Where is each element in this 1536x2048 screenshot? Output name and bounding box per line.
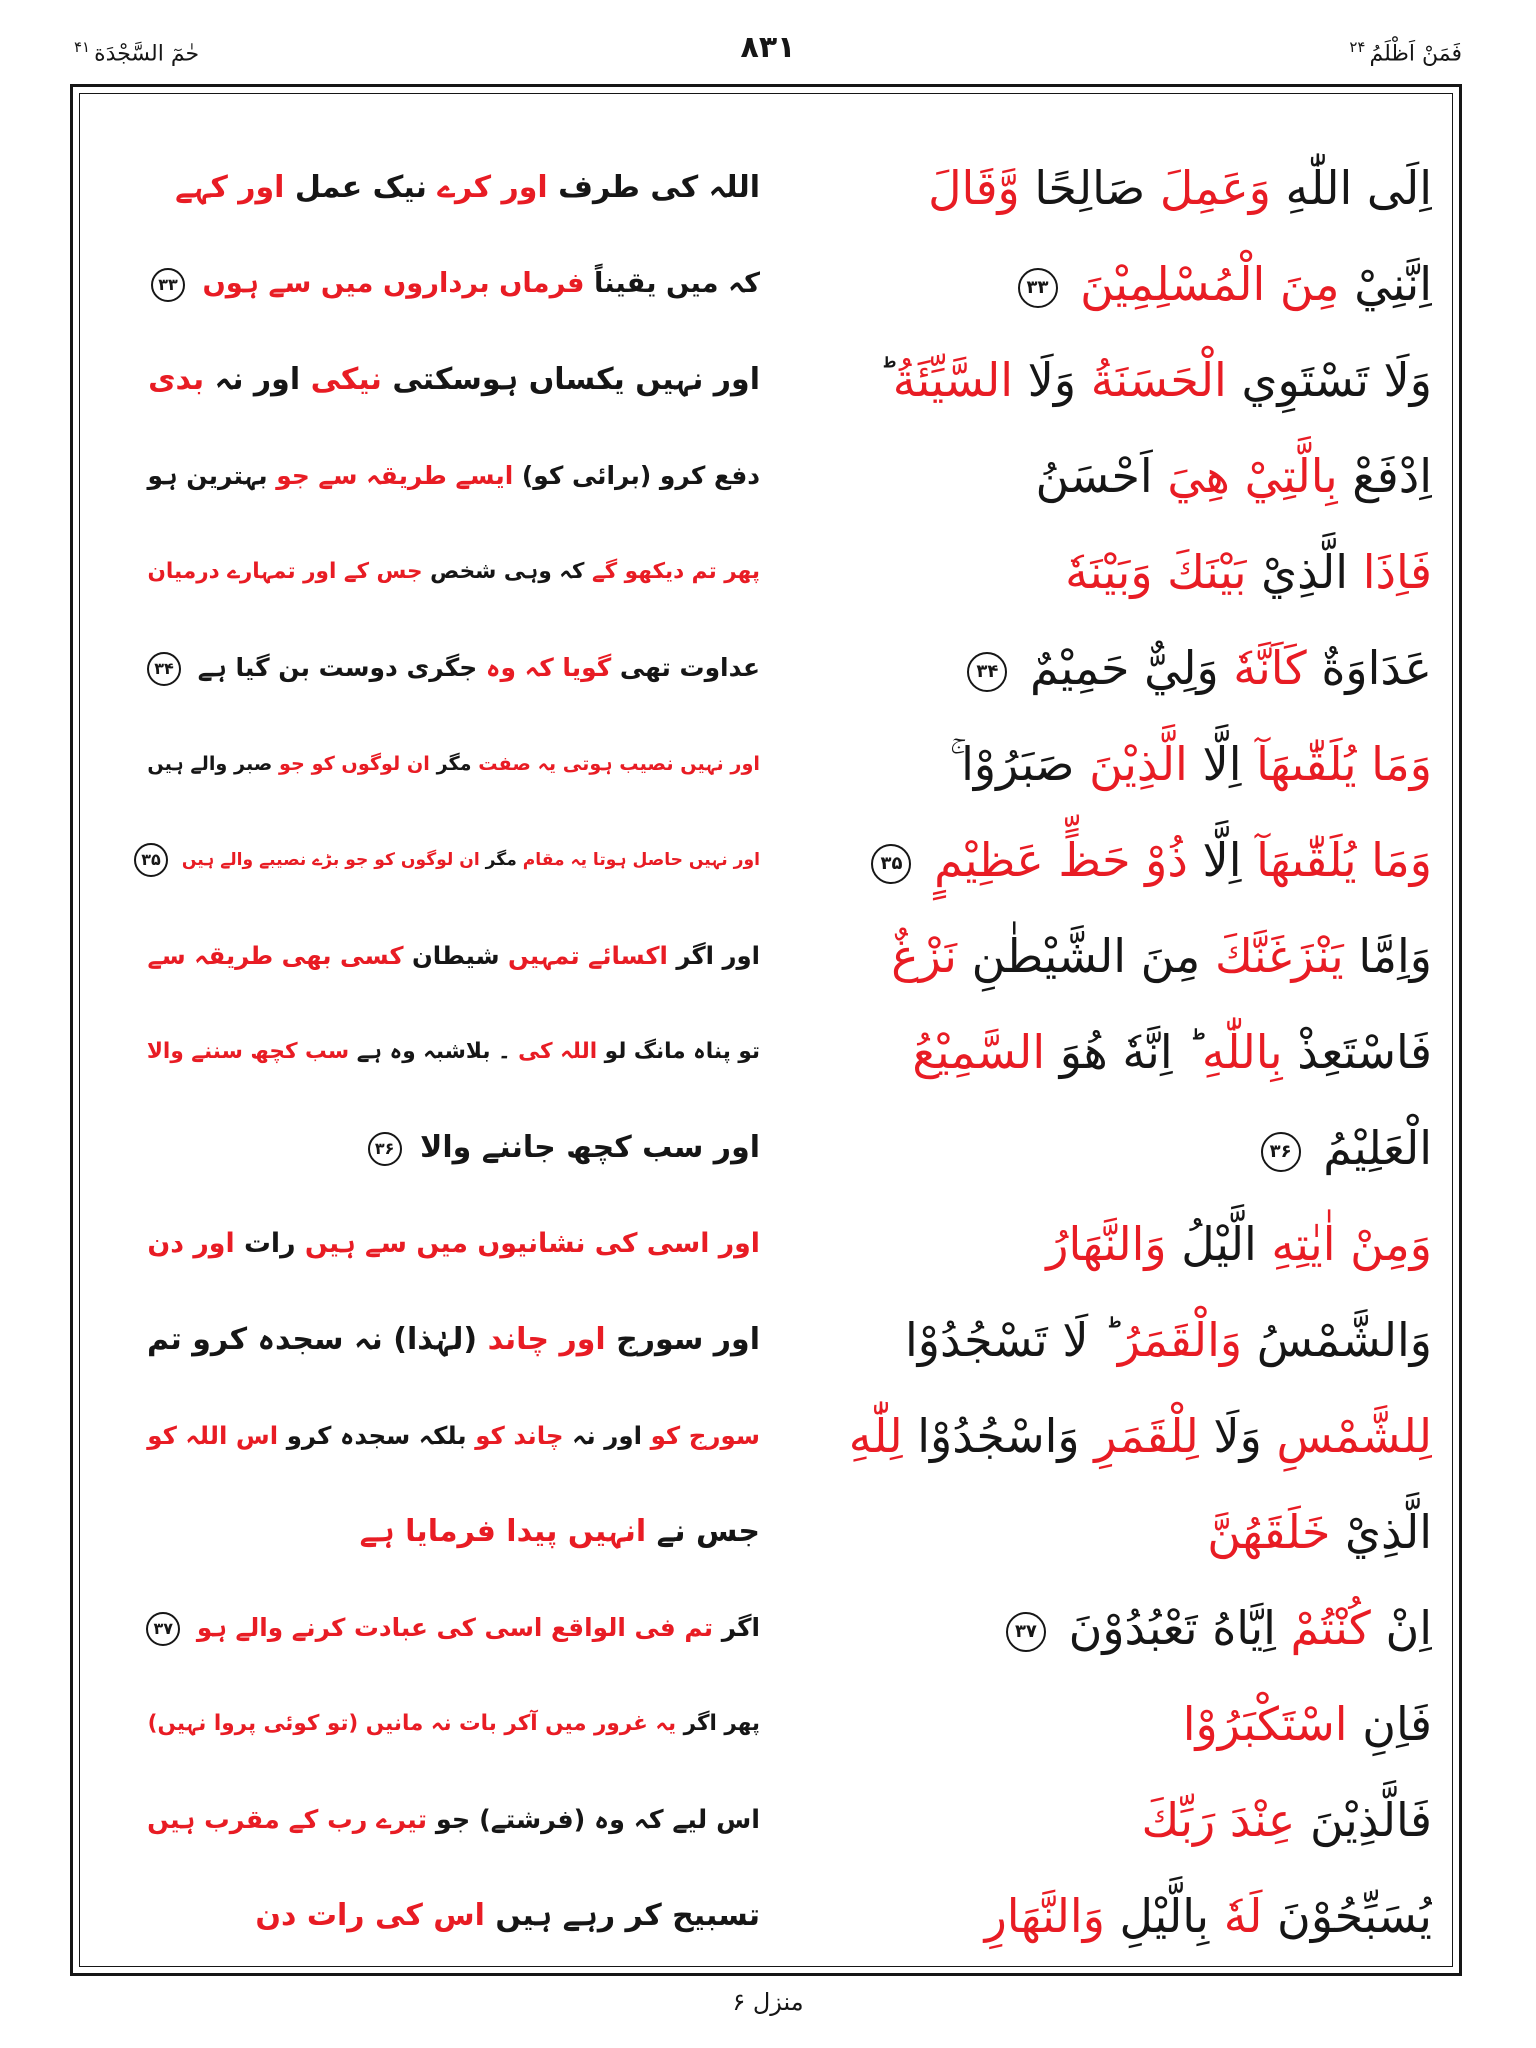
arabic-text-segment: بِاللّٰهِ [1201,1025,1283,1079]
urdu-text-segment: اللہ کی طرف [558,170,760,205]
arabic-text-segment: السَّيِّئَةُ [892,353,1014,407]
urdu-translation-cell [128,140,760,236]
arabic-line [985,1868,1432,1964]
arabic-text-segment: وَعَمِلَ [1159,161,1271,215]
urdu-text-segment: اور اسی کی نشانیوں میں سے ہیں [304,1228,760,1259]
urdu-text-segment: پھر تم دیکھو گے [591,559,760,584]
urdu-text-segment: مگر [485,850,517,870]
urdu-translation-cell [128,1484,760,1580]
urdu-text-segment: عداوت تھی [619,653,760,682]
ayah-number-marker: ۳۶ [1261,1132,1301,1172]
urdu-text-segment: پھر اگر [683,1711,760,1736]
urdu-translation-cell [128,1100,760,1196]
arabic-text-segment: بِالَّتِيْ هِيَ [1167,449,1338,503]
arabic-text-segment: مِنَ الشَّيْطٰنِ [971,929,1201,983]
urdu-translation-cell [128,908,760,1004]
arabic-text-segment: الَّذِيْنَ [1089,737,1188,791]
arabic-text-segment: عِنْدَ رَبِّكَ [1141,1793,1296,1847]
arabic-line [950,716,1432,812]
verse-row [70,1484,1462,1580]
urdu-text-segment: تیرے رب کے مقرب ہیں [147,1805,428,1835]
arabic-text-segment: لِلْقَمَرِ [1094,1409,1199,1463]
urdu-translation-cell [128,1676,760,1772]
arabic-text-segment: فَاِنِ [1362,1697,1432,1751]
verse-row [70,1388,1462,1484]
urdu-text-segment: شیطان [412,941,500,970]
urdu-text-segment: اور نہیں حاصل ہوتا یہ مقام [522,850,760,870]
ayah-number-marker: ۳۳ [151,268,185,302]
urdu-line [147,1196,760,1292]
arabic-line [1046,1196,1432,1292]
ayah-number-marker: ۳۳ [1018,268,1058,308]
arabic-text-segment: وَاسْجُدُوْا [917,1409,1080,1463]
arabic-verse-cell [790,524,1432,620]
arabic-text-segment: الْعَلِيْمُ [1323,1121,1432,1175]
urdu-line [360,1100,760,1196]
arabic-text-segment: وَالشَّمْسُ [1256,1313,1432,1367]
arabic-text-segment: وَلَا [1213,1409,1262,1463]
arabic-line [1253,1100,1432,1196]
arabic-verse-cell [790,1580,1432,1676]
arabic-text-segment: اِلَّا [1202,833,1242,887]
urdu-text-segment: اور کرے [437,170,548,205]
arabic-line [891,908,1432,1004]
urdu-line [148,908,761,1004]
arabic-verse-cell [790,140,1432,236]
urdu-text-segment: بدی [148,362,205,397]
arabic-text-segment: اِنَّنِيْ [1354,257,1432,311]
urdu-line [148,1676,760,1772]
urdu-text-segment: اور نہ [214,362,301,397]
verse-row [70,1292,1462,1388]
para-name: فَمَنْ اَظْلَمُ [1369,41,1462,67]
ayah-number-marker: ۳۷ [1006,1612,1046,1652]
arabic-text-segment: وَالنَّهَارِ [984,1889,1105,1943]
urdu-translation-cell [128,812,760,908]
ayah-number-marker: ۳۴ [967,652,1007,692]
arabic-text-segment: وَلَا [1027,353,1077,407]
urdu-text-segment: چاند کو [475,1421,564,1450]
urdu-line [148,524,760,620]
urdu-text-segment: بلکہ سجدہ کرو [286,1421,467,1450]
arabic-line [905,1292,1432,1388]
arabic-text-segment: الَّيْلُ [1181,1217,1257,1271]
verse-row [70,1196,1462,1292]
arabic-text-segment: وَّقَالَ [928,161,1020,215]
verse-row [70,1004,1462,1100]
arabic-text-segment: وَاِمَّا [1358,929,1432,983]
arabic-text-segment: اِلَى اللّٰهِ [1285,161,1432,215]
urdu-text-segment: جس نے [656,1514,760,1549]
verse-row [70,1676,1462,1772]
arabic-text-segment: وَلَا تَسْتَوِي [1241,353,1432,407]
arabic-verse-cell [790,1100,1432,1196]
urdu-text-segment: کہ وہی شخص [430,559,585,584]
arabic-verse-cell [790,1868,1432,1964]
urdu-line [147,1292,760,1388]
arabic-line [863,812,1432,908]
arabic-text-segment: ذُوْ حَظٍّ عَظِيْمٍ [934,833,1188,887]
arabic-text-segment: اَحْسَنُ [1035,449,1153,503]
ayah-number-marker: ۳۶ [368,1132,402,1166]
verse-row [70,1580,1462,1676]
arabic-line [1065,524,1432,620]
ayah-number-marker: ۳۵ [134,843,168,877]
verse-row [70,236,1462,332]
urdu-line [147,1772,760,1868]
arabic-text-segment: الَّذِيْ [1345,1505,1432,1559]
urdu-translation-cell [128,428,760,524]
urdu-translation-cell [128,716,760,812]
arabic-text-segment: الَّذِيْ [1261,545,1349,599]
urdu-translation-cell [128,1292,760,1388]
verse-row [70,812,1462,908]
arabic-verse-cell [790,1004,1432,1100]
ayah-number-marker: ۳۵ [871,844,911,884]
urdu-translation-cell [128,1868,760,1964]
urdu-translation-cell [128,1580,760,1676]
arabic-text-segment: السَّمِيْعُ [912,1025,1046,1079]
urdu-translation-cell [128,1388,760,1484]
arabic-line [1035,428,1432,524]
arabic-text-segment: نَزْغٌ [891,929,957,983]
ayah-number-marker: ۳۴ [147,652,181,686]
urdu-text-segment: اور سورج [616,1322,760,1357]
verse-row [70,908,1462,1004]
verse-row [70,1100,1462,1196]
urdu-text-segment: کہ میں یقیناً [593,268,760,299]
para-name-header [1349,38,1462,66]
arabic-text-segment: خَلَقَهُنَّ [1207,1505,1331,1559]
arabic-verse-cell [790,332,1432,428]
verse-row [70,428,1462,524]
urdu-text-segment: نیک عمل [294,170,427,205]
surah-name: حٰمٓ السَّجْدَة [94,41,200,67]
urdu-text-segment: مگر [436,752,472,775]
urdu-text-segment: دفع کرو (برائی کو) [521,461,760,490]
manzil-footer: منزل ۶ [732,1988,804,2016]
urdu-text-segment: تسبیح کر رہے ہیں [495,1898,760,1933]
urdu-text-segment: اور نہیں نصیب ہوتی یہ صفت [478,752,760,775]
urdu-line [175,140,760,236]
urdu-line [148,332,760,428]
arabic-verse-cell [790,236,1432,332]
surah-number: ۴۱ [74,38,91,56]
urdu-text-segment: اور اگر [676,941,760,970]
urdu-text-segment: اور کہے [175,170,285,205]
urdu-line [255,1868,760,1964]
urdu-text-segment: اور سب کچھ جاننے والا [420,1130,760,1165]
arabic-text-segment: لِلشَّمْسِ [1276,1409,1432,1463]
urdu-text-segment: تم فی الواقع اسی کی عبادت کرنے والے ہو [196,1613,714,1642]
arabic-line [1010,236,1433,332]
arabic-text-segment: كَاَنَّهٗ [1233,641,1307,695]
urdu-text-segment: اور نہیں یکساں ہوسکتی [392,362,760,397]
urdu-text-segment: ایسے طریقہ سے جو [276,461,514,490]
urdu-text-segment: اس اللہ کو [147,1421,279,1450]
arabic-text-segment: فَاسْتَعِذْ [1297,1025,1432,1079]
urdu-text-segment: اللہ کی [518,1039,598,1064]
urdu-text-segment: رات [244,1228,296,1259]
arabic-verse-cell [790,1292,1432,1388]
urdu-text-segment: ان لوگوں کو جو [279,752,430,775]
urdu-text-segment: اس لیے کہ وہ (فرشتے) جو [435,1805,760,1835]
urdu-translation-cell [128,620,760,716]
arabic-verse-cell [790,1196,1432,1292]
arabic-text-segment: صَالِحًا [1034,161,1146,215]
arabic-line [912,1004,1432,1100]
urdu-text-segment: اگر [721,1613,760,1642]
arabic-line [878,332,1432,428]
arabic-text-segment: مِنَ الْمُسْلِمِيْنَ [1080,257,1340,311]
urdu-text-segment: اور دن [147,1228,235,1259]
verse-row [70,524,1462,620]
urdu-line [360,1484,760,1580]
arabic-text-segment: اِلَّا [1202,737,1242,791]
arabic-text-segment: بِالَّيْلِ [1119,1889,1210,1943]
arabic-text-segment: فَالَّذِيْنَ [1310,1793,1432,1847]
arabic-text-segment: كُنْتُمْ [1290,1601,1371,1655]
urdu-text-segment: اس کی رات دن [255,1898,485,1933]
arabic-line [1183,1676,1432,1772]
arabic-text-segment: لَهٗ [1223,1889,1263,1943]
urdu-text-segment: سب کچھ سننے والا [146,1039,350,1064]
urdu-text-segment: جگری دوست بن گیا ہے [197,653,478,682]
verse-row [70,140,1462,236]
arabic-verse-cell [790,1772,1432,1868]
arabic-text-segment: فَاِذَا [1362,545,1432,599]
arabic-verse-cell [790,908,1432,1004]
urdu-text-segment: جس کے اور تمہارے درمیان [147,559,423,584]
arabic-text-segment: اسْتَكْبَرُوْا [1182,1697,1348,1751]
urdu-line [143,236,760,332]
urdu-line [147,1004,760,1100]
verse-row [70,620,1462,716]
arabic-text-segment: عَدَاوَةٌ [1321,641,1432,695]
arabic-text-segment: وَالنَّهَارُ [1046,1217,1167,1271]
urdu-text-segment: (لہٰذا) نہ سجدہ کرو تم [147,1322,478,1357]
verse-row [70,1868,1462,1964]
arabic-text-segment: وَمَا يُلَقّٰىهَآ [1256,737,1432,791]
arabic-line [849,1388,1432,1484]
urdu-text-segment: صبر والے ہیں [147,752,273,775]
arabic-verse-cell [790,716,1432,812]
urdu-translation-cell [128,236,760,332]
urdu-text-segment: انہیں پیدا فرمایا ہے [359,1514,647,1549]
arabic-text-segment: ؕ لَا تَسْجُدُوْا [905,1313,1104,1367]
urdu-line [147,1388,760,1484]
urdu-line [138,1580,760,1676]
arabic-text-segment: وَالْقَمَرُ [1117,1313,1243,1367]
arabic-line [1141,1772,1432,1868]
arabic-text-segment: صَبَرُوْا [961,737,1075,791]
arabic-line [928,140,1432,236]
urdu-text-segment: گویا کہ وہ [485,653,612,682]
arabic-text-segment: اِدْفَعْ [1352,449,1432,503]
arabic-text-segment: وَمِنْ اٰيٰتِهِ [1271,1217,1432,1271]
arabic-text-segment: يُسَبِّحُوْنَ [1277,1889,1432,1943]
urdu-text-segment: ۔ بلاشبہ وہ ہے [356,1039,511,1064]
arabic-verse-cell [790,428,1432,524]
arabic-text-segment: الْحَسَنَةُ [1090,353,1227,407]
urdu-text-segment: اکسائے تمہیں [508,941,668,970]
urdu-text-segment: یہ غرور میں آکر بات نہ مانیں (تو کوئی پروا نہیں) [147,1711,677,1736]
urdu-translation-cell [128,1772,760,1868]
urdu-text-segment: فرماں برداروں میں سے ہوں [202,268,585,299]
urdu-text-segment: تو پناہ مانگ لو [604,1039,760,1064]
arabic-verse-cell [790,812,1432,908]
arabic-verse-cell [790,1484,1432,1580]
arabic-text-segment: وَلِيٌّ حَمِيْمٌ [1029,641,1219,695]
para-number: ۲۴ [1349,38,1366,56]
urdu-translation-cell [128,1196,760,1292]
urdu-line [147,428,760,524]
arabic-line [998,1580,1432,1676]
arabic-line [959,620,1432,716]
urdu-text-segment: ان لوگوں کو جو بڑے نصیبے والے ہیں [181,850,480,870]
arabic-text-segment: ؕ اِنَّهٗ هُوَ [1059,1025,1188,1079]
urdu-translation-cell [128,524,760,620]
urdu-text-segment: نیکی [310,362,382,397]
urdu-line [147,716,760,812]
verse-table [70,140,1462,1964]
urdu-text-segment: اور چاند [487,1322,606,1357]
urdu-text-segment: اور نہ [572,1421,643,1450]
ayah-number-marker: ۳۷ [146,1612,180,1646]
arabic-line [1207,1484,1432,1580]
arabic-text-segment: وَمَا يُلَقّٰىهَآ [1256,833,1432,887]
arabic-verse-cell [790,1676,1432,1772]
arabic-text-segment: لِلّٰهِ [848,1409,903,1463]
urdu-line [128,812,760,908]
urdu-translation-cell [128,332,760,428]
urdu-line [139,620,760,716]
arabic-text-segment: اِيَّاهُ تَعْبُدُوْنَ [1068,1601,1276,1655]
urdu-translation-cell [128,1004,760,1100]
urdu-text-segment: بہترین ہو [147,461,268,490]
arabic-text-segment: يَنْزَغَنَّكَ [1214,929,1344,983]
verse-row [70,332,1462,428]
verse-row [70,716,1462,812]
arabic-verse-cell [790,1388,1432,1484]
page-number: ۸۳۱ [740,30,796,65]
urdu-text-segment: کسی بھی طریقہ سے [147,941,404,970]
arabic-text-segment: اِنْ [1385,1601,1432,1655]
arabic-verse-cell [790,620,1432,716]
urdu-text-segment: سورج کو [650,1421,760,1450]
arabic-text-segment: بَيْنَكَ وَبَيْنَهٗ [1065,545,1247,599]
verse-row [70,1772,1462,1868]
